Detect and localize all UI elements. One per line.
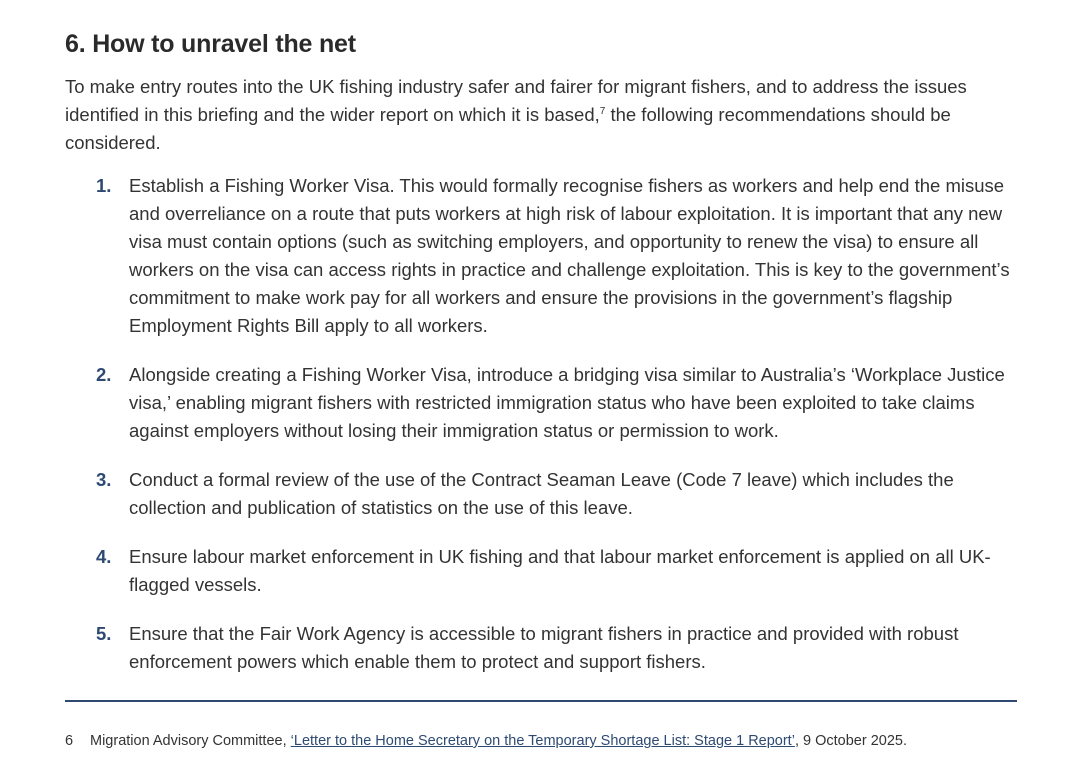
- recommendation-text: Ensure labour market enforcement in UK fishing and that labour market enforcement is applied on all UK-flagged vessels.: [129, 546, 991, 595]
- footnote-date: , 9 October 2025.: [794, 733, 907, 749]
- recommendation-number: 4.: [96, 546, 112, 567]
- footnote-divider: [65, 700, 1017, 702]
- recommendation-text: Establish a Fishing Worker Visa. This would formally recognise fishers as workers and help end the misuse and overreliance on a route that puts workers at high risk of labour exploitation. It is important that any new visa must contain options (such as switching employers, and opportunity to renew the visa) to ensure all workers on the visa can access rights in practice and challenge exploitation. This is key to the government’s commitment to make work pay for all workers and ensure the provisions in the government’s flagship Employment Rights Bill apply to all workers.: [129, 175, 1010, 336]
- recommendation-item: [65, 466, 1017, 522]
- recommendation-text: Ensure that the Fair Work Agency is accessible to migrant fishers in practice and provided with robust enforcement powers which enable them to protect and support fishers.: [129, 623, 959, 672]
- recommendation-text: Conduct a formal review of the use of the Contract Seaman Leave (Code 7 leave) which includes the collection and publication of statistics on the use of this leave.: [129, 469, 954, 518]
- intro-text-continued: the following recommendations should be considered.: [65, 104, 951, 153]
- footnote-number: 6: [65, 733, 74, 749]
- recommendation-item: [65, 543, 1017, 599]
- recommendation-number: 2.: [96, 364, 112, 385]
- recommendation-number: 5.: [96, 623, 112, 644]
- footnote-source: Migration Advisory Committee,: [90, 733, 291, 749]
- recommendation-item: [65, 172, 1017, 340]
- intro-text: To make entry routes into the UK fishing industry safer and fairer for migrant fishers, and to address the issues identified in this briefing and the wider report on which it is based,: [65, 76, 967, 125]
- document-page: [65, 0, 1017, 758]
- recommendation-item: [65, 361, 1017, 445]
- section-heading: 6. How to unravel the net: [65, 30, 356, 58]
- footnote-link[interactable]: ‘Letter to the Home Secretary on the Temporary Shortage List: Stage 1 Report’: [290, 733, 795, 749]
- recommendation-text: Alongside creating a Fishing Worker Visa, introduce a bridging visa similar to Australia’s ‘Workplace Justice visa,’ enabling migrant fishers with restricted immigration status who have been exploited to take claims against employers without losing their immigration status or permission to work.: [129, 364, 1005, 441]
- footnote: [65, 731, 1017, 751]
- recommendations-list: [65, 172, 1017, 697]
- footnote-reference[interactable]: 7: [599, 105, 606, 117]
- recommendation-number: 3.: [96, 469, 112, 490]
- recommendation-item: [65, 620, 1017, 676]
- recommendation-number: 1.: [96, 175, 112, 196]
- intro-paragraph: [65, 73, 995, 157]
